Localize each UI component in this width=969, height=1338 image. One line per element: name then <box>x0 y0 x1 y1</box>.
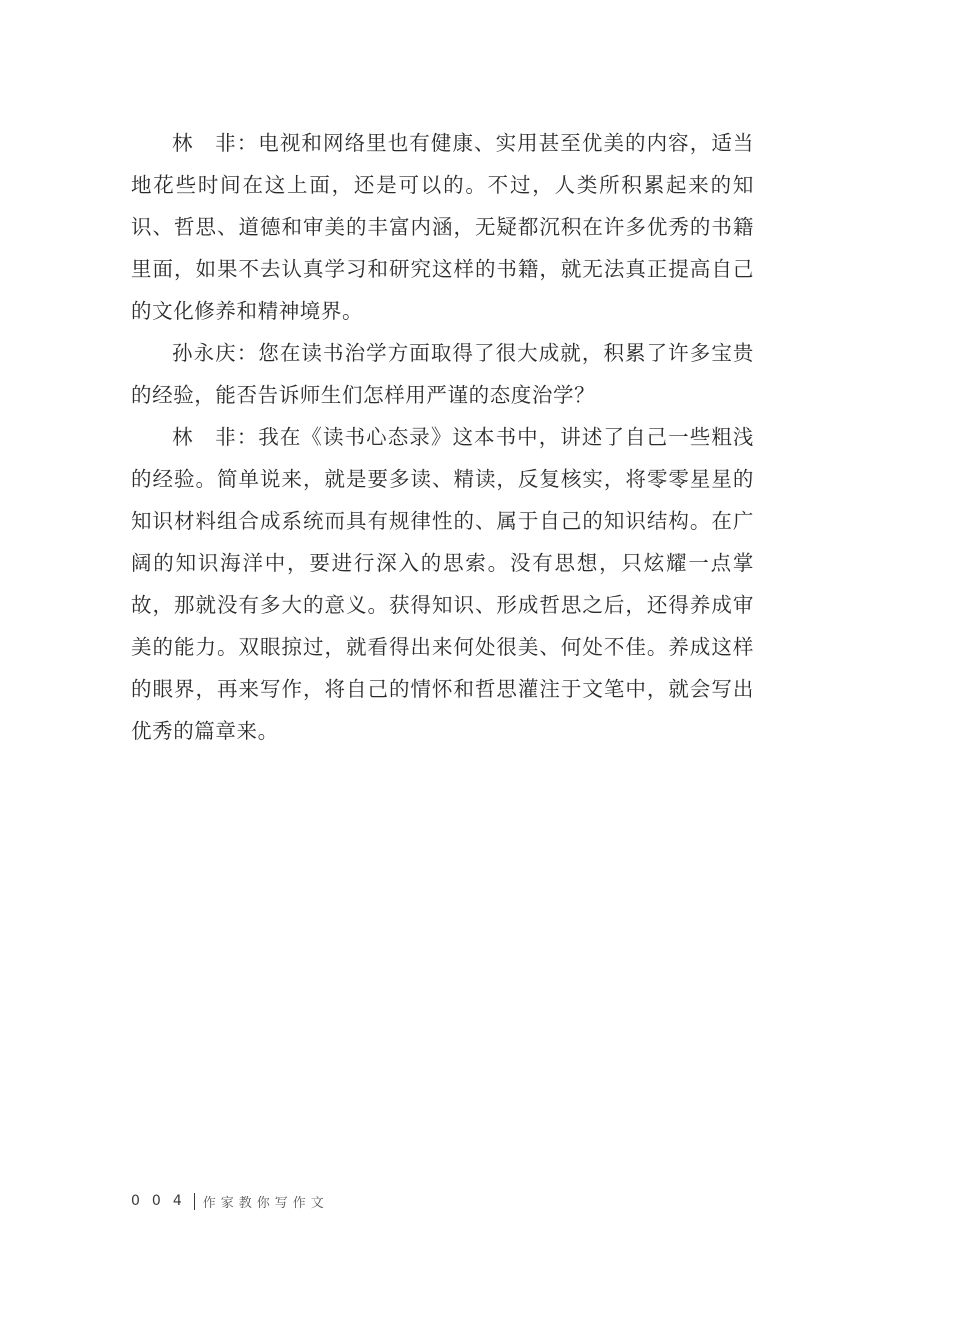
article-body <box>131 122 754 752</box>
paragraph-lin-fei-1: 林 非：电视和网络里也有健康、实用甚至优美的内容，适当地花些时间在这上面，还是可以的。不过，人类所积累起来的知识、哲思、道德和审美的丰富内涵，无疑都沉积在许多优秀的书籍里面，如果不去认真学习和研究这样的书籍，就无法真正提高自己的文化修养和精神境界。 <box>131 131 754 323</box>
book-title: 作家教你写作文 <box>202 1195 329 1211</box>
paragraph-sun-yongqing: 孙永庆：您在读书治学方面取得了很大成就，积累了许多宝贵的经验，能否告诉师生们怎样用严谨的态度治学？ <box>131 341 754 407</box>
page-number: 004 <box>131 1193 194 1209</box>
footer-divider <box>194 1193 195 1210</box>
page-footer <box>131 1189 329 1213</box>
paragraph-lin-fei-2: 林 非：我在《读书心态录》这本书中，讲述了自己一些粗浅的经验。简单说来，就是要多读、精读，反复核实，将零零星星的知识材料组合成系统而具有规律性的、属于自己的知识结构。在广阔的知识海洋中，要进行深入的思索。没有思想，只炫耀一点掌故，那就没有多大的意义。获得知识、形成哲思之后，还得养成审美的能力。双眼掠过，就看得出来何处很美、何处不佳。养成这样的眼界，再来写作，将自己的情怀和哲思灌注于文笔中，就会写出优秀的篇章来。 <box>131 425 754 743</box>
